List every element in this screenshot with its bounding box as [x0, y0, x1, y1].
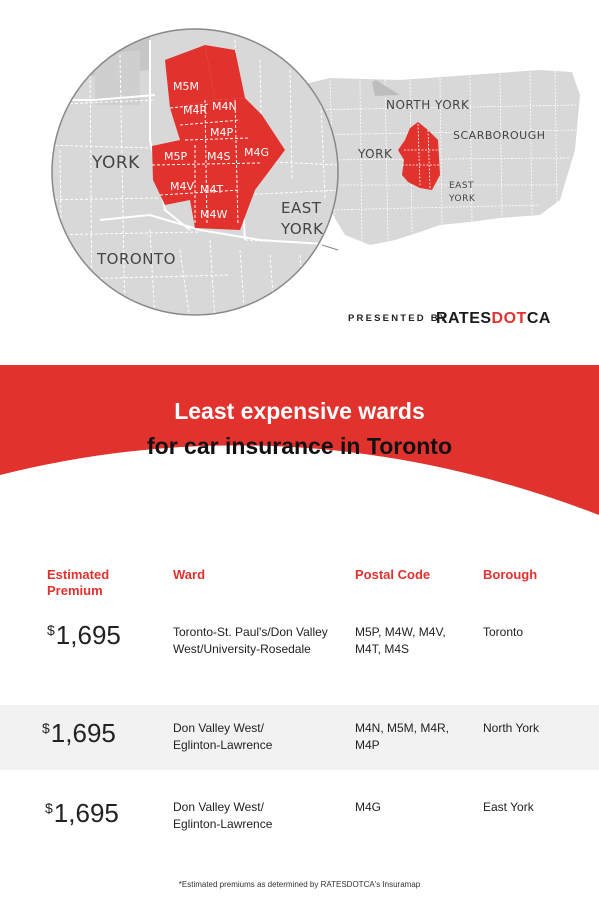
header-ward: Ward — [173, 567, 206, 582]
label-york-small: YORK — [358, 147, 393, 161]
zoom-circle — [40, 20, 360, 330]
ward-label: M4P — [210, 126, 234, 139]
header-premium: Estimated Premium — [47, 567, 110, 598]
ward-label: M4N — [212, 100, 237, 113]
ward-label: M4T — [200, 183, 224, 196]
postal-codes: M4N, M5M, M4R, M4P — [355, 721, 450, 752]
label-toronto: TORONTO — [97, 250, 176, 268]
label-scarborough: SCARBOROUGH — [453, 129, 546, 142]
premium-value: $1,695 — [42, 718, 116, 748]
presented-by: PRESENTED BY — [348, 313, 449, 324]
ward-label: M4G — [244, 146, 270, 159]
ratesdotca-logo: RATESDOTCA — [436, 310, 551, 327]
title-line-1: Least expensive wards — [174, 398, 425, 424]
label-east-york-small-2: YORK — [449, 194, 476, 204]
premium-value: $1,695 — [47, 620, 121, 650]
header-borough: Borough — [483, 567, 538, 582]
ward-label: M5M — [173, 80, 199, 93]
label-east-york-large-1: EAST — [281, 199, 322, 217]
postal-codes: M5P, M4W, M4V, M4T, M4S — [355, 625, 446, 656]
ward-name: Don Valley West/ Eglinton-Lawrence — [173, 800, 273, 831]
premium-value: $1,695 — [45, 798, 119, 828]
label-east-york-large-2: YORK — [281, 220, 324, 238]
ward-name: Toronto-St. Paul's/Don Valley West/University-Rosedale — [173, 625, 328, 656]
ward-name: Don Valley West/ Eglinton-Lawrence — [173, 721, 273, 752]
ward-label: M4W — [200, 208, 228, 221]
header-postal-code: Postal Code — [355, 567, 431, 582]
ward-label: M4R — [183, 104, 208, 117]
ward-label: M4V — [170, 180, 195, 193]
borough-name: East York — [483, 800, 534, 814]
label-east-york-small-1: EAST — [449, 181, 475, 191]
footnote: *Estimated premiums as determined by RATESDOTCA's Insuramap — [178, 880, 421, 889]
borough-name: Toronto — [483, 625, 524, 639]
title-line-2: for car insurance in Toronto — [147, 433, 452, 459]
map-area — [0, 0, 599, 365]
label-york-large: YORK — [92, 153, 140, 173]
postal-codes: M4G — [355, 800, 382, 814]
overview-map — [300, 70, 580, 245]
label-north-york: NORTH YORK — [386, 98, 470, 112]
ward-label: M5P — [164, 150, 188, 163]
ward-label: M4S — [207, 150, 231, 163]
borough-name: North York — [483, 721, 540, 735]
